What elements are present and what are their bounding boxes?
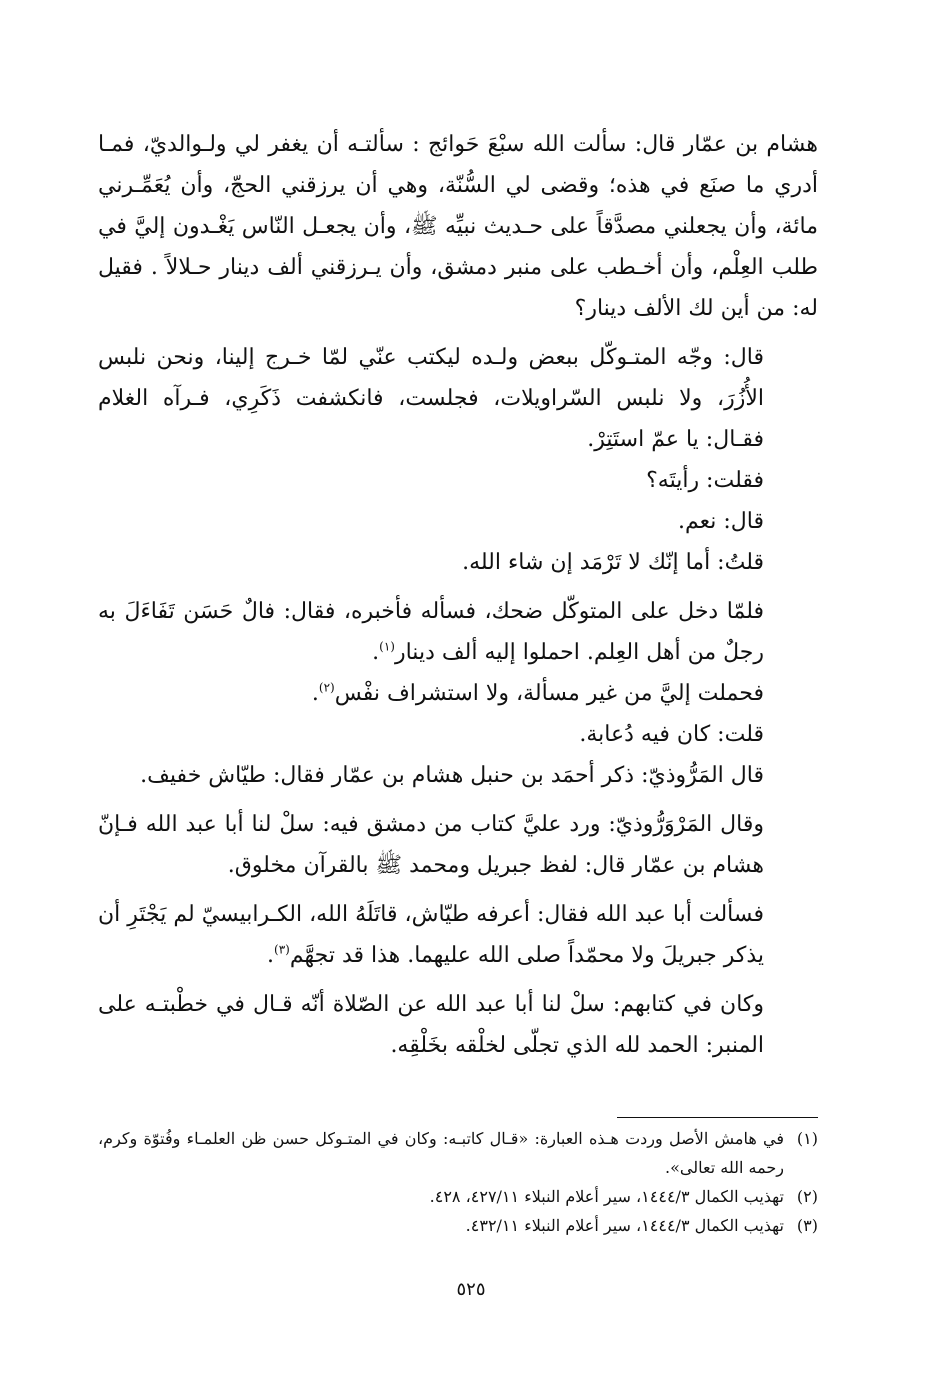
- footnote-ref: (٣): [274, 942, 290, 957]
- footnote-number: (١): [796, 1129, 818, 1148]
- footnote-number: (٣): [796, 1216, 818, 1235]
- dialogue-line: قال: نعم.: [678, 509, 764, 534]
- remark-line: قلت: كان فيه دُعابة.: [579, 722, 764, 747]
- main-text: [98, 124, 818, 1066]
- marwazi-line: قال المَرُّوذيّ: ذكر أحمَد بن حنبل هشام بن عمّار فقال: طيّاش خفيف.: [140, 763, 764, 788]
- footnote: [98, 1211, 818, 1240]
- footnotes: [98, 1124, 818, 1240]
- footnote-ref: (٢): [318, 680, 335, 695]
- paragraph-thousand-dinars: فلمّا دخل على المتوكّل ضحك، فسأله فأخبره، فقال: فالٌ حَسَن تَفَاءَلَ به رجلٌ من أهل العِلم. احملوا إليه ألف دينار$^{(١)}$.: [98, 599, 764, 665]
- footnote-text: في هامش الأصل وردت هـذه العبارة: «قـال كاتبـه: وكان في المتـوكل حسن ظن العلمـاء وفُتوّة وكرم، رحمه الله تعالى».: [98, 1129, 784, 1177]
- footnote-divider: [617, 1117, 818, 1118]
- footnote-text: تهذيب الكمال ١٤٤٤/٣، سير أعلام النبلاء ٤٢٧/١١، ٤٢٨.: [429, 1187, 784, 1206]
- paragraph-text: فلمّا دخل على المتوكّل ضحك، فسأله فأخبره، فقال: فالٌ حَسَن تَفَاءَلَ به رجلٌ من أهل العِلم. احملوا إليه ألف دينار: [98, 599, 764, 665]
- dialogue-line: فقلت: رأيتَه؟: [646, 468, 764, 493]
- footnote: [98, 1182, 818, 1211]
- paragraph-hisham-wishes: هشام بن عمّار قال: سألت الله سبْعَ حَوائج : سألتـه أن يغفر لي ولـوالديّ، فمـا أدري ما صنَع في هذه؛ وقضى لي السُّنّة، وهي أن يرزقني الحجّ، وأن يُعَمِّـرني مائة، وأن يجعلني مصدَّقاً على حـديث نبيِّه ﷺ، وأن يجعـل النّاس يَغْـدون إليَّ في طلب العِلْم، وأن أخـطب على منبر دمشق، وأن يـرزقني ألف دينار حـلالاً . فقيل له: من أين لك الألف دينار؟: [98, 132, 818, 321]
- footnote-text: تهذيب الكمال ١٤٤٤/٣، سير أعلام النبلاء ٤٣٢/١١.: [465, 1216, 784, 1235]
- footnote-ref: (١): [379, 639, 395, 654]
- paragraph-text: فسألت أبا عبد الله فقال: أعرفه طيّاش، قاتَلَهُ الله، الكـرابيسيّ لم يَجْتَرِ أن يذكر جبريلَ ولا محمّداً صلى الله عليهما. هذا قد تجهَّم: [98, 902, 764, 968]
- footnote: [98, 1124, 818, 1182]
- paragraph-abu-abdullah-answer: فسألت أبا عبد الله فقال: أعرفه طيّاش، قاتَلَهُ الله، الكـرابيسيّ لم يَجْتَرِ أن يذكر جبريلَ ولا محمّداً صلى الله عليهما. هذا قد تجهَّم$^{(٣)}$.: [98, 902, 764, 968]
- page-number: ٥٢٥: [456, 1279, 486, 1300]
- paragraph-khutba: وكان في كتابهم: سلْ لنا أبا عبد الله عن الصّلاة أنّه قـال في خطْبتـه على المنبر: الحمد لله الذي تجلّى لخلْقه بخَلْقِه.: [98, 992, 764, 1058]
- paragraph-mutawakkil-son: قال: وجّه المتـوكّل ببعض ولـده ليكتب عنّي لمّا خـرج إلينا، ونحن نلبس الأُزُرَ، ولا نلبس السّراويلات، فجلست، فانكشفت ذَكَرِي، فـرآه الغلام فقـال: يا عمّ استَتِرْ.: [98, 345, 764, 452]
- paragraph-damascus-letter: وقال المَرْوَرُّوذيّ: ورد عليَّ كتاب من دمشق فيه: سلْ لنا أبا عبد الله فـإنّ هشام بن عمّار قال: لفظ جبريل ومحمد ﷺ بالقرآن مخلوق.: [98, 812, 764, 878]
- carried-line: فحملت إليَّ من غير مسألة، ولا استشراف نفْس$^{(٢)}$.: [311, 680, 764, 706]
- line-text: فحملت إليَّ من غير مسألة، ولا استشراف نفْس: [334, 681, 764, 706]
- footnote-number: (٢): [796, 1187, 818, 1206]
- dialogue-line: قلتُ: أما إنّك لا تَرْمَد إن شاء الله.: [462, 550, 764, 575]
